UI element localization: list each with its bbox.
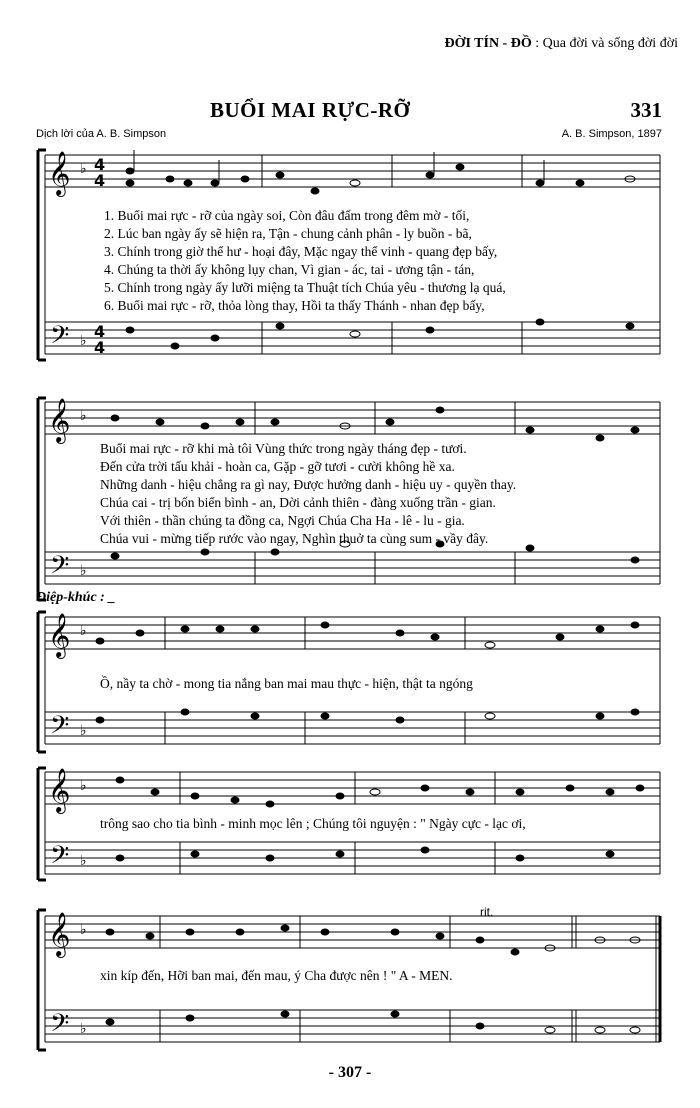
staff-1-treble: [45, 155, 660, 187]
translation-credit: Dịch lời của A. B. Simpson: [36, 128, 167, 140]
verse-3-line-2: Những danh - hiệu chẳng ra gì nay, Được hưởng danh - hiệu uy - quyền thay.: [100, 477, 517, 492]
treble-clef-icon: 𝄞: [48, 768, 71, 812]
time-signature-top: 4: [94, 322, 106, 341]
time-signature-bottom: 4: [94, 338, 106, 357]
flat-icon: ♭: [80, 563, 87, 579]
bass-clef-icon: 𝄢: [50, 551, 70, 586]
verse-2-line-2: Đến cửa trời tấu khải - hoàn ca, Gặp - gỡ tươi - cười không hề xa.: [100, 459, 455, 474]
verse-4-line-1: 4. Chúng ta thời ấy không lụy chan, Vì gian - ác, tai - ương tận - tán,: [104, 262, 475, 277]
verse-4-line-2: Chúa cai - trị bốn biển bình - an, Dời cảnh thiên - đàng xuống trần - gian.: [100, 495, 496, 510]
flat-icon: ♭: [80, 778, 87, 794]
bass-clef-icon: 𝄢: [50, 841, 70, 876]
verse-5-line-1: 5. Chính trong ngày ấy lưỡi miệng ta Thuật tích Chúa yêu - thương lạ quá,: [104, 280, 506, 295]
hymn-title: BUỔI MAI RỰC-RỠ: [210, 98, 411, 122]
flat-icon: ♭: [80, 623, 87, 639]
verse-3-line-1: 3. Chính trong giờ thể hư - hoại đây, Mặc ngay thể vinh - quang đẹp bấy,: [104, 244, 498, 259]
verse-6-line-2: Chúa vui - mừng tiếp rước vào ngay, Nghìn thuở ta cùng sum - vầy đây.: [100, 531, 489, 546]
book-title: ĐỜI TÍN - ĐỒ: [444, 36, 532, 51]
flat-icon: ♭: [80, 723, 87, 739]
verse-5-line-2: Với thiên - thần chúng ta đồng ca, Ngợi Chúa Cha Ha - lê - lu - gia.: [100, 513, 465, 528]
flat-icon: ♭: [80, 161, 87, 177]
refrain-line-3: xin kíp đến, Hỡi ban mai, đến mau, ý Cha được nên ! " A - MEN.: [100, 968, 453, 983]
flat-icon: ♭: [80, 922, 87, 938]
staff-5-bass: [45, 1010, 660, 1042]
flat-icon: ♭: [80, 1021, 87, 1037]
page-number: - 307 -: [328, 1064, 372, 1081]
staff-2-treble: [45, 402, 660, 434]
staff-5-treble: [45, 916, 660, 948]
treble-clef-icon: 𝄞: [48, 613, 71, 657]
verse-2-line-1: 2. Lúc ban ngày ấy sẽ hiện ra, Tận - chung cảnh phân - ly buồn - bã,: [104, 226, 472, 241]
staff-2-bass: [45, 552, 660, 584]
treble-clef-icon: 𝄞: [48, 398, 71, 442]
verse-1-line-2: Buổi mai rực - rỡ khi mà tôi Vùng thức trong ngày tháng đẹp - tươi.: [100, 441, 467, 456]
bass-clef-icon: 𝄢: [50, 1009, 70, 1044]
treble-clef-icon: 𝄞: [48, 151, 71, 195]
refrain-line-2: trông sao cho tia bình - minh mọc lên ; Chúng tôi nguyện : " Ngày cực - lạc ơi,: [100, 816, 526, 831]
treble-clef-icon: 𝄞: [48, 912, 71, 956]
refrain-line-1: Ồ, nầy ta chờ - mong tia nắng ban mai mau thực - hiện, thật ta ngóng: [100, 676, 473, 691]
verse-6-line-1: 6. Buổi mai rực - rỡ, thỏa lòng thay, Hồi ta thấy Thánh - nhan đẹp bấy,: [104, 298, 485, 313]
staff-3-bass: [45, 712, 660, 744]
flat-icon: ♭: [80, 333, 87, 349]
tempo-marking: rit.: [480, 905, 494, 919]
staff-4-bass: [45, 842, 660, 874]
time-signature-bottom: 4: [94, 171, 106, 190]
staff-1-bass: [45, 322, 660, 354]
header-separator: :: [531, 36, 543, 51]
hymn-number: 331: [630, 98, 662, 122]
flat-icon: ♭: [80, 408, 87, 424]
bass-clef-icon: 𝄢: [50, 711, 70, 746]
bass-clef-icon: 𝄢: [50, 321, 70, 356]
refrain-label: Điệp-khúc : _: [36, 590, 116, 605]
time-signature-top: 4: [94, 155, 106, 174]
verse-1-line-1: 1. Buổi mai rực - rỡ của ngày soi, Còn đâu đấm trong đêm mờ - tối,: [104, 208, 470, 223]
composer-credit: A. B. Simpson, 1897: [561, 128, 662, 140]
system-3-notes: [96, 622, 639, 723]
section-title: Qua đời và sống đời đời: [542, 36, 678, 51]
system-2-barlines: [45, 402, 660, 584]
flat-icon: ♭: [80, 853, 87, 869]
